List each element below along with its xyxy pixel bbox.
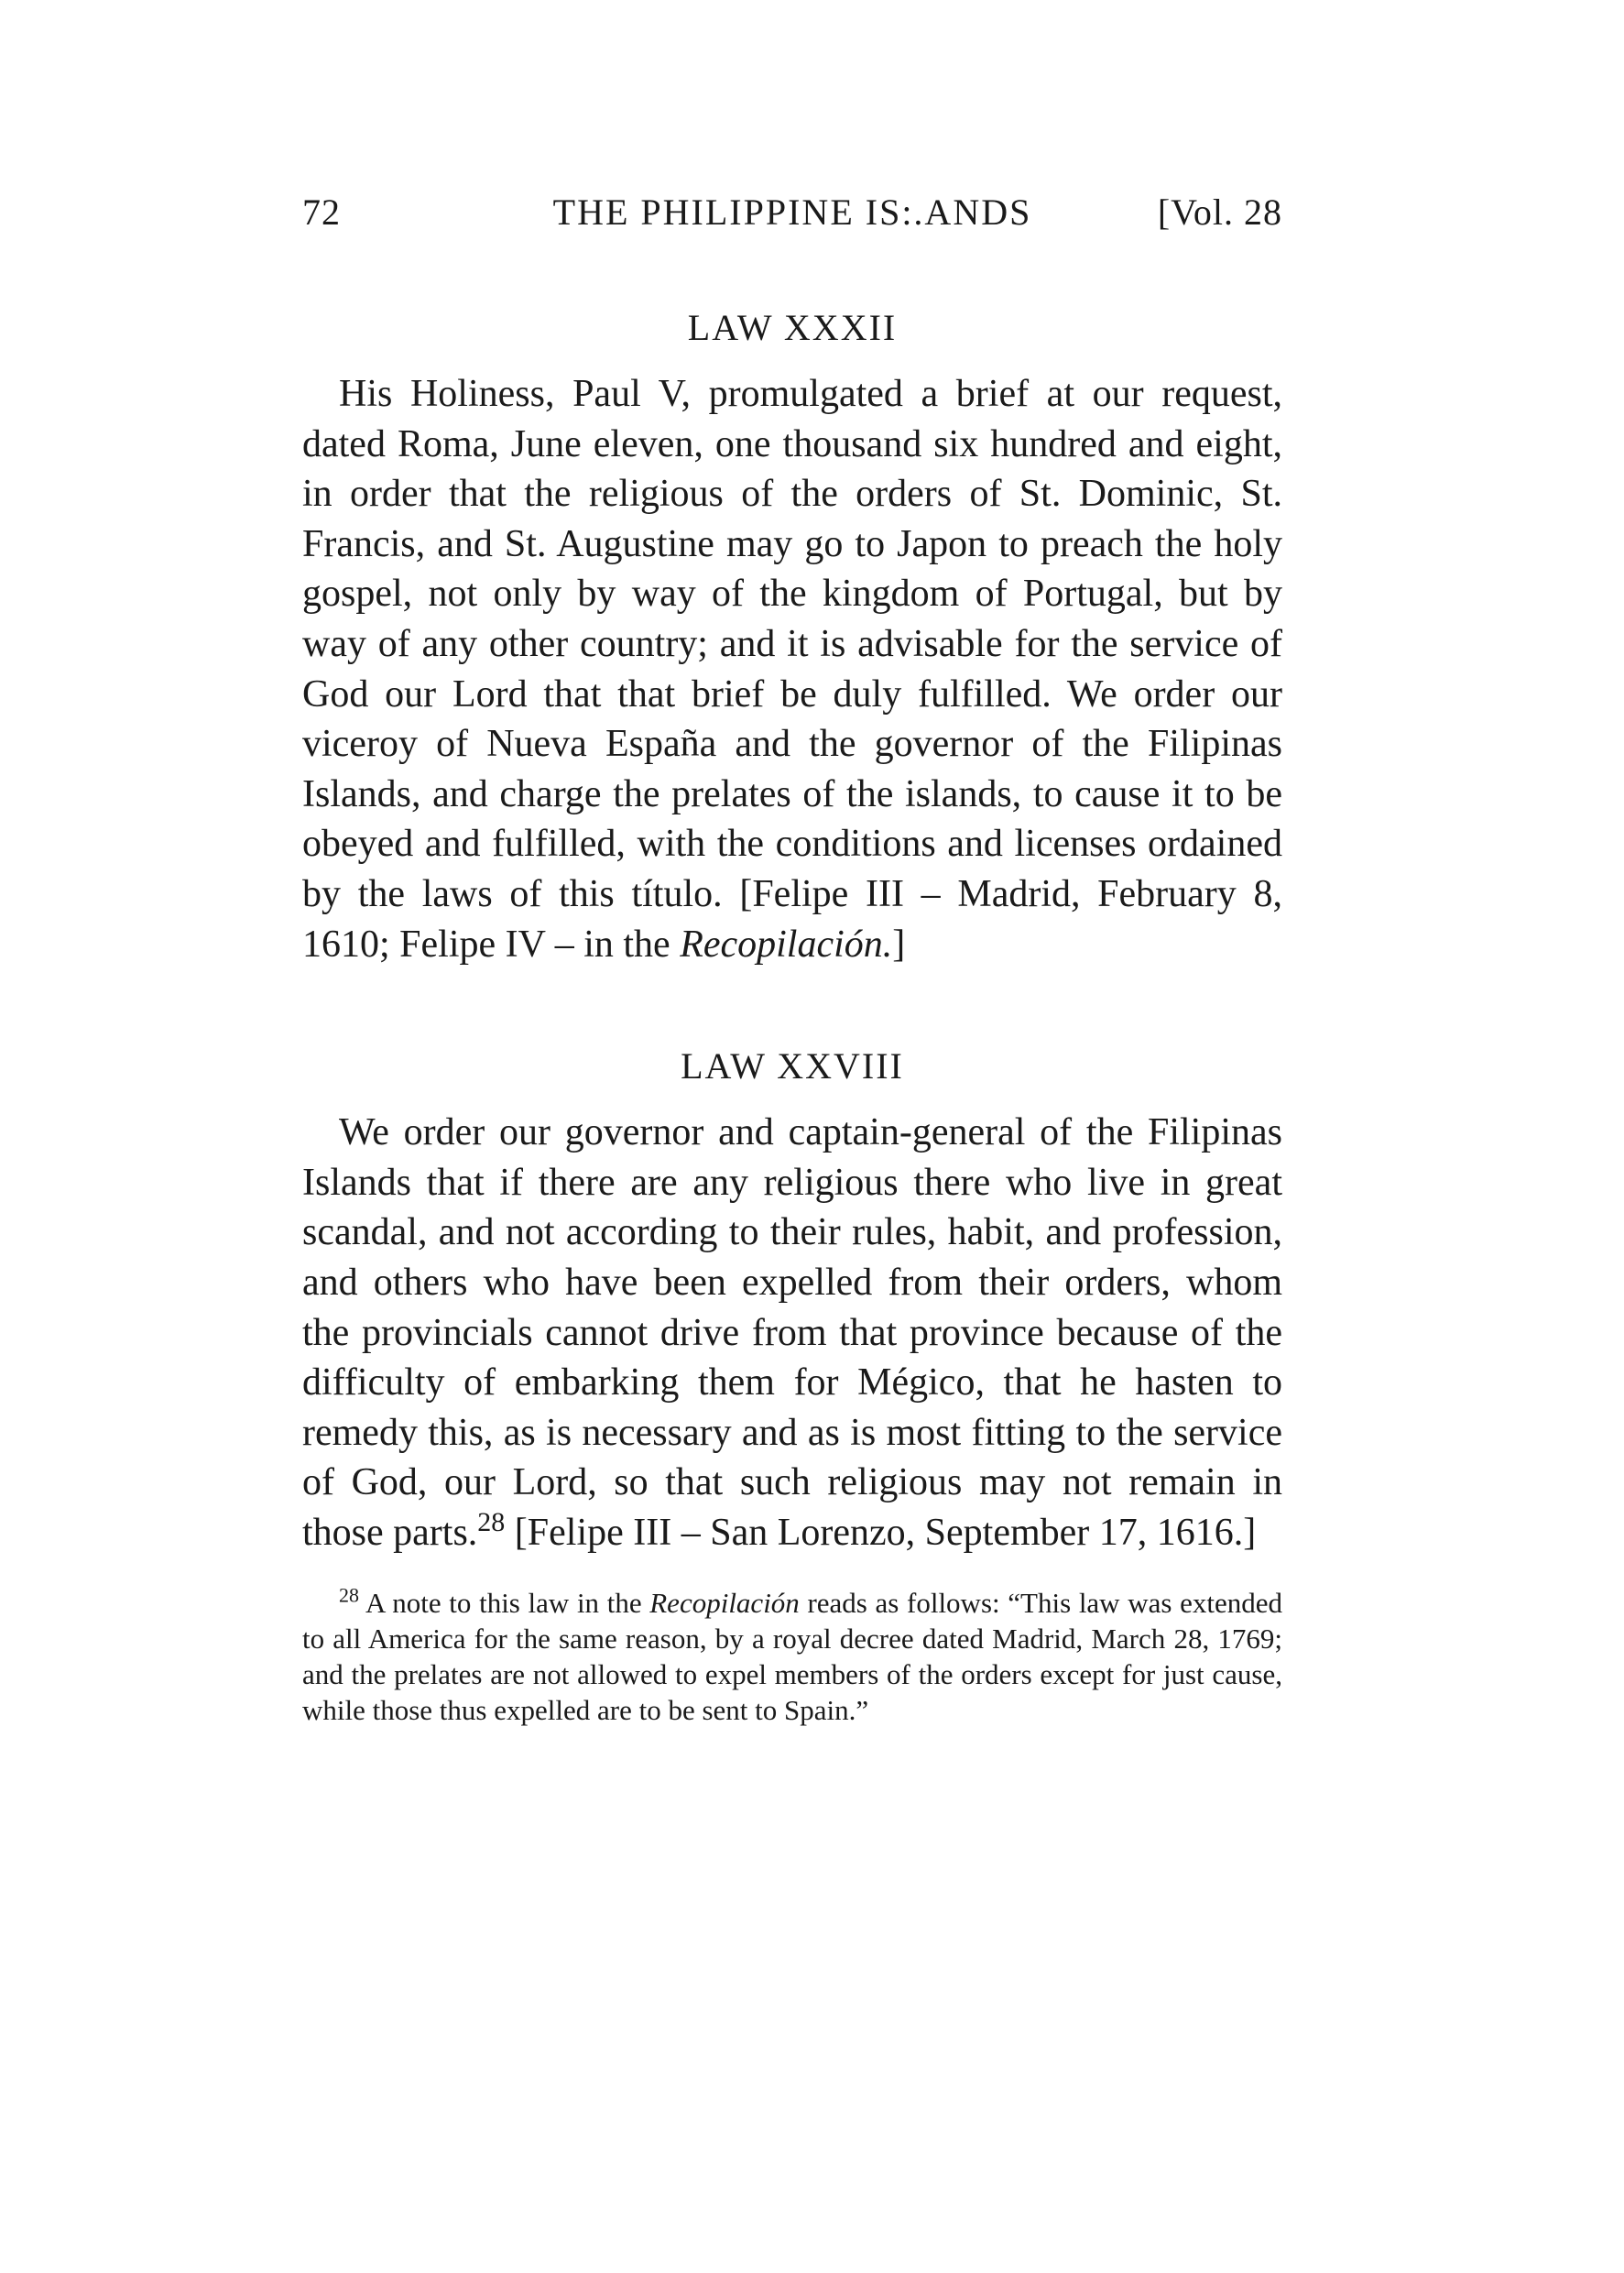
law-32-closing-bracket: ] bbox=[892, 923, 906, 966]
law-32-text bbox=[302, 369, 1282, 969]
footnote-text-start: A note to this law in the bbox=[359, 1587, 650, 1620]
law-28-citation: [Felipe III – San Lorenzo, September 17, 1616.] bbox=[514, 1511, 1257, 1554]
running-header bbox=[302, 191, 1282, 246]
footnote-text-end: reads as follows: “This law was extended to all America for the same reason, by a royal decree dated Madrid, March 28, 1769; and the prelates are not allowed to expel members of the orders except for just cause, while those thus expelled are to be sent to Spain.” bbox=[302, 1587, 1282, 1727]
law-28-title: LAW XXVIII bbox=[681, 1045, 904, 1087]
law-32-title: LAW XXXII bbox=[687, 307, 898, 348]
law-28-body: We order our governor and captain-general of the Filipinas Islands that if there are any religious there who live in great scandal, and not according to their rules, habit, and profession, and others who have been expelled from their orders, whom the provincials cannot drive from that province because of the difficulty of embarking them for Mégico, that he hasten to remedy this, as is necessary and as is most fitting to the service of God, our Lord, so that such religious may not remain in those parts. bbox=[302, 1111, 1282, 1554]
footnote-reference: 28 bbox=[477, 1506, 506, 1537]
footnote bbox=[302, 1585, 1282, 1728]
page-number: 72 bbox=[302, 191, 341, 233]
running-title: THE PHILIPPINE IS:.ANDS bbox=[552, 191, 1032, 233]
law-32-citation-italic: Recopilación. bbox=[680, 923, 893, 966]
footnote-italic: Recopilación bbox=[649, 1587, 800, 1620]
document-page bbox=[302, 191, 1282, 1756]
volume-label: [Vol. 28 bbox=[1157, 191, 1282, 233]
footnote-marker: 28 bbox=[339, 1584, 359, 1608]
law-28-text bbox=[302, 1108, 1282, 1557]
law-32-body: His Holiness, Paul V, promulgated a brief at our request, dated Roma, June eleven, one thousand six hundred and eight, in order that the religious of the orders of St. Dominic, St. Francis, and St. Augustine may go to Japon to preach the holy gospel, not only by way of the kingdom of Portugal, but by way of any other country; and it is advisable for the service of God our Lord that that brief be duly fulfilled. We order our viceroy of Nueva España and the governor of the Filipinas Islands, and charge the prelates of the islands, to cause it to be obeyed and fulfilled, with the conditions and licenses ordained by the laws of this título. [Felipe III – Madrid, February 8, 1610; Felipe IV – in the bbox=[302, 373, 1282, 966]
